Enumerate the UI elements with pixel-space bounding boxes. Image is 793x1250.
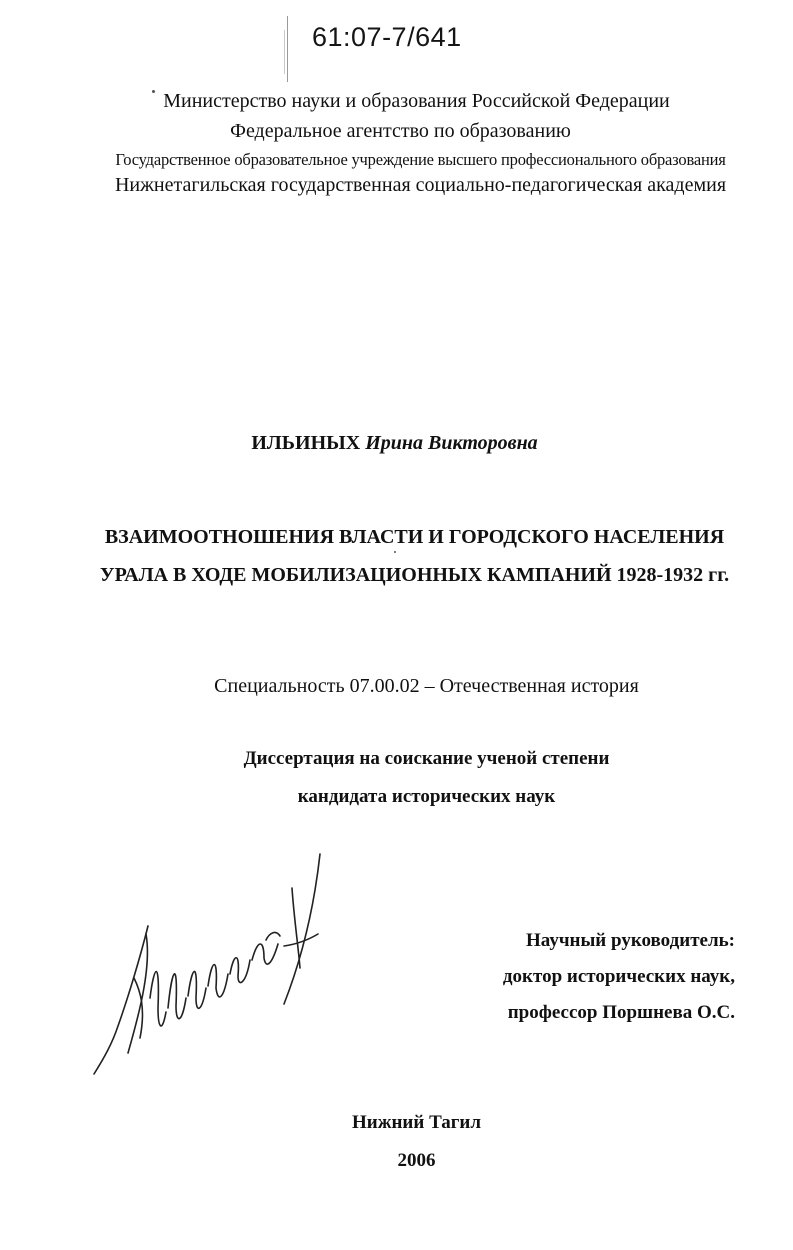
author-surname: ИЛЬИНЫХ [251,432,361,454]
specialty: Специальность 07.00.02 – Отечественная история [214,675,639,697]
scan-speck [394,551,396,553]
ministry-name: Министерство науки и образования Российской Федерации [163,90,670,112]
stamp-rule [287,16,288,82]
stamp-rule-secondary [284,30,285,74]
supervisor-label: Научный руководитель: [526,930,735,951]
supervisor-name: профессор Поршнева О.С. [507,1002,735,1023]
signature-icon [88,848,328,1078]
archive-code: 61:07-7/641 [312,22,462,52]
degree-line-1: Диссертация на соискание ученой степени [243,748,610,769]
author-given-names: Ирина Викторовна [365,432,538,454]
city: Нижний Тагил [351,1112,482,1133]
agency-name: Федеральное агентство по образованию [230,120,571,142]
author-name [0,432,791,455]
dissertation-title-line-1: ВЗАИМООТНОШЕНИЯ ВЛАСТИ И ГОРОДСКОГО НАСЕЛЕНИЯ [104,526,725,548]
year: 2006 [397,1150,436,1171]
degree-line-2: кандидата исторических наук [297,786,556,807]
academy-name: Нижнетагильская государственная социально-педагогическая академия [114,174,727,196]
institution-type: Государственное образовательное учреждение высшего профессионального образования [115,150,726,169]
dissertation-title-line-2: УРАЛА В ХОДЕ МОБИЛИЗАЦИОННЫХ КАМПАНИЙ 1928-1932 гг. [99,564,730,586]
supervisor-degree: доктор исторических наук, [502,966,735,987]
